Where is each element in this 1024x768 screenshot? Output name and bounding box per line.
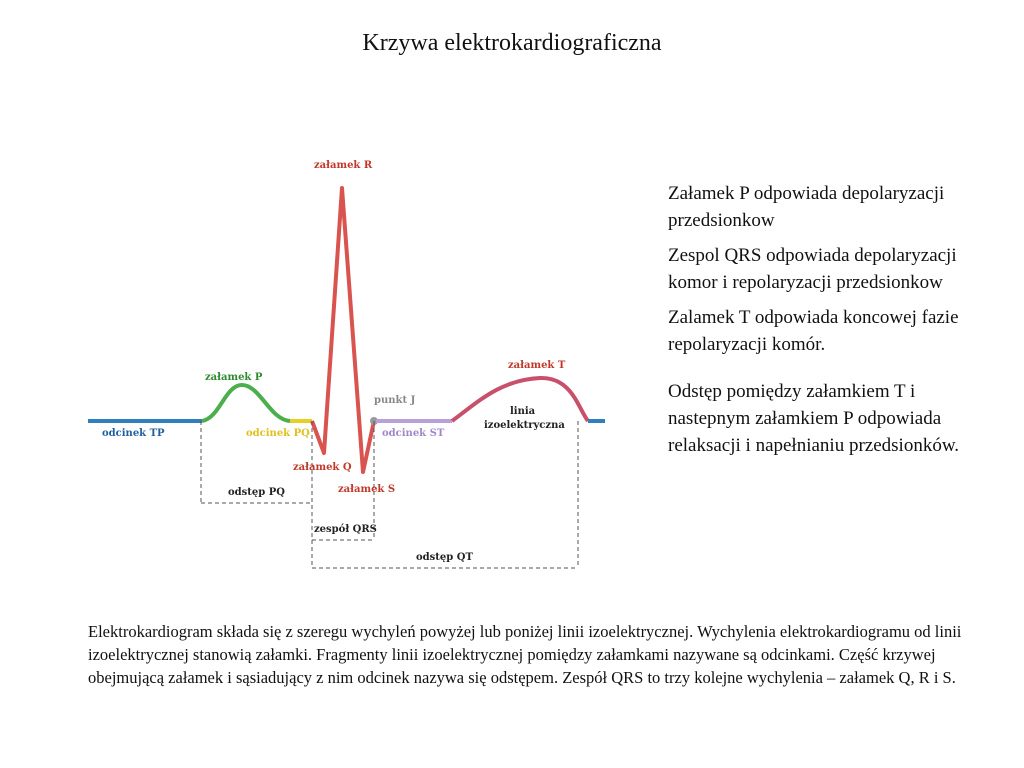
interval-qt-label: odstęp QT xyxy=(416,552,473,563)
wave-t-label: załamek T xyxy=(508,360,566,371)
wave-p-label: załamek P xyxy=(205,372,263,383)
p-wave-explanation: Załamek P odpowiada depolaryzacji przedsionkow xyxy=(668,183,945,231)
complex-qrs-label: zespół QRS xyxy=(314,524,377,535)
segment-pq-label: odcinek PQ xyxy=(246,428,310,439)
point-j-label: punkt J xyxy=(374,395,416,406)
qrs-explanation: Zespol QRS odpowiada depolaryzacji komor i repolaryzacji przedsionkow xyxy=(668,245,957,293)
p-wave-line xyxy=(202,385,290,421)
side-explanations xyxy=(668,180,968,467)
tp-interval-explanation: Odstęp pomiędzy załamkiem T i nastepnym załamkiem P odpowiada relaksacji i napełnianiu przedsionków. xyxy=(668,381,960,456)
wave-s-label: załamek S xyxy=(338,484,396,495)
wave-q-label: załamek Q xyxy=(293,462,352,473)
description-paragraph: Elektrokardiogram składa się z szeregu wychyleń powyżej lub poniżej linii izoelektrycznej. Wychylenia elektrokardiogramu od linii izoelektrycznej stanowią załamki. Fragmenty linii izoelektrycznej pomiędzy załamkami nazywane są odcinkami. Część krzywej obejmującą załamek i sąsiadujący z nim odcinek nazywa się odstępem. Zespół QRS to trzy kolejne wychylenia – załamek Q, R i S. xyxy=(88,622,962,687)
segment-tp-label: odcinek TP xyxy=(102,428,165,439)
interval-pq-label: odstęp PQ xyxy=(228,487,285,498)
page-title: Krzywa elektrokardiograficzna xyxy=(362,30,662,56)
wave-r-label: załamek R xyxy=(314,160,373,171)
isoelectric-label-1: linia xyxy=(510,406,536,417)
t-wave-explanation: Zalamek T odpowiada koncowej fazie repolaryzacji komór. xyxy=(668,307,959,355)
ecg-diagram xyxy=(80,140,630,580)
segment-st-label: odcinek ST xyxy=(382,428,445,439)
isoelectric-label-2: izoelektryczna xyxy=(484,420,565,431)
qrs-complex-line xyxy=(312,188,374,472)
